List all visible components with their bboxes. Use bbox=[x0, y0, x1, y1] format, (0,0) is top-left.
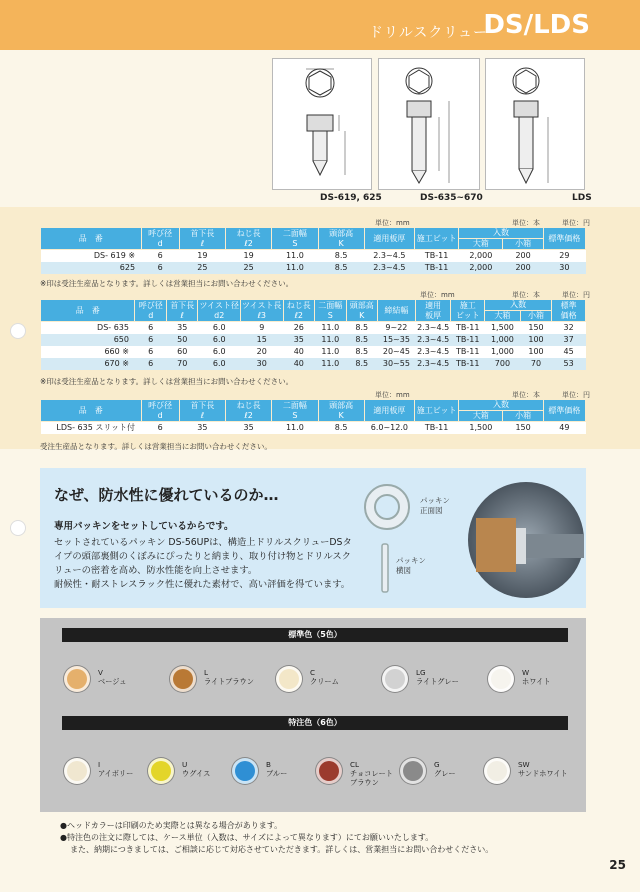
color-swatch-sw bbox=[484, 758, 510, 784]
col-header: 適用板厚 bbox=[364, 400, 414, 422]
binder-hole bbox=[10, 520, 26, 536]
color-name: ライトグレー bbox=[416, 677, 459, 686]
table-row bbox=[41, 250, 586, 262]
color-label-b bbox=[266, 760, 287, 778]
page-number: 25 bbox=[609, 858, 626, 872]
table-cell: 200 bbox=[503, 250, 543, 262]
packing-front-icon bbox=[362, 482, 412, 532]
table-cell: 8.5 bbox=[318, 422, 364, 434]
col-header: 呼び径 d bbox=[135, 300, 166, 322]
col-header: 二面幅 S bbox=[315, 300, 346, 322]
packing-front-label-2: 正面図 bbox=[420, 506, 443, 515]
table-note-1: ※印は受注生産品となります。詳しくは営業担当にお問い合わせください。 bbox=[40, 279, 294, 288]
col-header: ツイスト長 ℓ3 bbox=[242, 300, 282, 320]
color-swatch-u bbox=[148, 758, 174, 784]
table-cell: 11.0 bbox=[315, 358, 346, 370]
table-cell: 20~45 bbox=[378, 346, 416, 358]
color-code: V bbox=[98, 668, 103, 677]
table-cell: TB-11 bbox=[451, 358, 485, 370]
table-cell: 11.0 bbox=[315, 334, 346, 346]
header-subtitle: ドリルスクリュー bbox=[368, 25, 488, 41]
table-cell: 9~22 bbox=[378, 322, 416, 334]
color-name: グレー bbox=[434, 769, 456, 778]
col-header: 入数 bbox=[485, 300, 552, 311]
color-label-cl bbox=[350, 760, 393, 787]
table-cell: 30 bbox=[543, 262, 585, 274]
table-cell: 1,000 bbox=[485, 346, 521, 358]
bottom-note-1: ●ヘッドカラーは印刷のため実際とは異なる場合があります。 bbox=[60, 821, 283, 830]
table-cell: 40 bbox=[283, 346, 314, 358]
spec-table-lds-635 bbox=[40, 399, 586, 434]
color-name: アイボリー bbox=[98, 769, 134, 778]
color-code: W bbox=[522, 668, 530, 677]
table-cell: 15~35 bbox=[378, 334, 416, 346]
table-cell: 11.0 bbox=[315, 322, 346, 334]
color-name: ホワイト bbox=[522, 677, 551, 686]
table-cell: 30~55 bbox=[378, 358, 416, 370]
table-cell: 32 bbox=[552, 322, 586, 334]
standard-colors-title: 標準色（5色） bbox=[62, 628, 568, 642]
table-note-3: 受注生産品となります。詳しくは営業担当にお問い合わせください。 bbox=[40, 442, 272, 451]
table-cell: 670 ※ bbox=[41, 358, 135, 370]
color-name: ベージュ bbox=[98, 677, 127, 686]
table-cell: TB-11 bbox=[451, 334, 485, 346]
color-swatch-l bbox=[170, 666, 196, 692]
table-cell: 60 bbox=[166, 346, 197, 358]
table-cell: 11.0 bbox=[315, 346, 346, 358]
table-cell: 2.3~4.5 bbox=[364, 262, 414, 274]
color-code: LG bbox=[416, 668, 426, 677]
spec-table-ds-619 bbox=[40, 227, 586, 274]
color-swatch-i bbox=[64, 758, 90, 784]
color-label-u bbox=[182, 760, 210, 778]
unit-yen-2: 単位：円 bbox=[562, 291, 590, 299]
col-header: ねじ長 ℓ2 bbox=[226, 400, 272, 422]
col-header: 頭部高 K bbox=[346, 300, 377, 322]
special-colors-title: 特注色（6色） bbox=[62, 716, 568, 730]
table-cell: 660 ※ bbox=[41, 346, 135, 358]
table-cell: 6.0 bbox=[198, 334, 241, 346]
table-cell: 35 bbox=[283, 334, 314, 346]
unit-mm-1: 単位：mm bbox=[375, 219, 410, 227]
color-code: L bbox=[204, 668, 209, 677]
table-cell: 11.0 bbox=[272, 250, 318, 262]
table-cell: 2.3~4.5 bbox=[417, 335, 450, 344]
col-header: 施工ビット bbox=[415, 228, 459, 250]
col-header: 標準価格 bbox=[543, 400, 585, 422]
color-label-w bbox=[522, 668, 551, 686]
col-header: ツイスト径 d2 bbox=[199, 300, 239, 320]
color-name: ブルー bbox=[266, 769, 288, 778]
table-cell: 625 bbox=[41, 262, 142, 274]
table-cell: 11.0 bbox=[272, 422, 318, 434]
table-cell: 6 bbox=[135, 358, 166, 370]
table-cell: 2.3~4.5 bbox=[417, 359, 450, 368]
table-cell: 6 bbox=[141, 422, 179, 434]
color-code: CL bbox=[350, 760, 360, 769]
diagram-ds-635 bbox=[378, 58, 480, 190]
col-header: 標準価格 bbox=[543, 228, 585, 250]
table-cell: 49 bbox=[543, 422, 585, 434]
bottom-note-3: また、納期につきましては、ご相談に応じて対応させていただきます。詳しくは、営業担当にお問い合わせください。 bbox=[70, 845, 494, 854]
table-cell: 6.0 bbox=[198, 358, 241, 370]
table-cell: 8.5 bbox=[318, 250, 364, 262]
unit-yen-1: 単位：円 bbox=[562, 219, 590, 227]
table-cell: 8.5 bbox=[346, 358, 377, 370]
table-cell: 8.5 bbox=[346, 334, 377, 346]
table-cell: 700 bbox=[485, 358, 521, 370]
color-label-c bbox=[310, 668, 339, 686]
col-header: 頭部高 K bbox=[318, 228, 364, 250]
table-cell: 2.3~4.5 bbox=[417, 347, 450, 356]
table-cell: TB-11 bbox=[415, 422, 459, 434]
table-cell: 37 bbox=[552, 334, 586, 346]
table-cell: 6.0 bbox=[198, 346, 241, 358]
table-row bbox=[41, 334, 586, 346]
color-name: サンドホワイト bbox=[518, 769, 568, 778]
table-row bbox=[41, 422, 586, 434]
color-swatch-b bbox=[232, 758, 258, 784]
table-cell: 9 bbox=[241, 322, 284, 334]
table-cell: 19 bbox=[179, 250, 225, 262]
feature-line: リューの密着を高め、防水性能を向上させます。 bbox=[54, 565, 258, 576]
packing-side-icon bbox=[380, 542, 390, 594]
table-cell: 6.0~12.0 bbox=[364, 422, 414, 434]
table-cell: 35 bbox=[166, 322, 197, 334]
feature-line: セットされているパッキン DS-56UPは、構造上ドリルスクリューDSタ bbox=[54, 537, 352, 548]
col-header: 小箱 bbox=[503, 239, 543, 250]
feature-subtitle: 専用パッキンをセットしているからです。 bbox=[54, 521, 234, 532]
table-cell: 30 bbox=[241, 358, 284, 370]
col-header: 二面幅 S bbox=[272, 228, 318, 250]
table-cell: 50 bbox=[166, 334, 197, 346]
table-cell: DS- 635 bbox=[41, 322, 135, 334]
screw-diagram-1 bbox=[273, 59, 373, 191]
col-header: 二面幅 S bbox=[272, 400, 318, 422]
table-cell: 200 bbox=[503, 262, 543, 274]
table-row bbox=[41, 262, 586, 274]
feature-body bbox=[54, 536, 354, 592]
unit-yen-3: 単位：円 bbox=[562, 391, 590, 399]
table-cell: 8.5 bbox=[346, 322, 377, 334]
table-cell: 6 bbox=[135, 322, 166, 334]
col-header: 適用板厚 bbox=[364, 228, 414, 250]
screw-diagram-3 bbox=[486, 59, 586, 191]
table-cell: 100 bbox=[520, 334, 551, 346]
table-cell: 8.5 bbox=[318, 262, 364, 274]
col-header: ねじ長 ℓ2 bbox=[283, 300, 314, 322]
table-cell: TB-11 bbox=[415, 262, 459, 274]
table-cell: 15 bbox=[241, 334, 284, 346]
table-cell: 6.0 bbox=[198, 322, 241, 334]
table-cell: 2.3~4.5 bbox=[417, 323, 450, 333]
diagram-ds-619 bbox=[272, 58, 372, 190]
color-name-2: ブラウン bbox=[350, 778, 379, 787]
table-cell: 11.0 bbox=[272, 262, 318, 274]
table-cell: TB-11 bbox=[415, 250, 459, 262]
color-swatch-g bbox=[400, 758, 426, 784]
col-header: 標準 価格 bbox=[552, 300, 586, 322]
color-label-l bbox=[204, 668, 254, 686]
table-cell: 20 bbox=[241, 346, 284, 358]
color-section bbox=[40, 618, 586, 812]
color-label-i bbox=[98, 760, 133, 778]
color-code: I bbox=[98, 760, 101, 769]
unit-qty-2: 単位：本 bbox=[512, 291, 540, 299]
table-note-2: ※印は受注生産品となります。詳しくは営業担当にお問い合わせください。 bbox=[40, 377, 294, 386]
table-cell: 25 bbox=[179, 262, 225, 274]
table-cell: 6 bbox=[141, 250, 179, 262]
header-title: DS/LDS bbox=[483, 10, 590, 40]
table-cell: 8.5 bbox=[346, 346, 377, 358]
screw-diagram-2 bbox=[379, 59, 481, 191]
table-cell: 35 bbox=[179, 422, 225, 434]
col-header: 首下長 ℓ bbox=[166, 300, 197, 322]
caption-lds: LDS bbox=[572, 193, 592, 203]
col-header: 呼び径 d bbox=[141, 228, 179, 250]
col-header: 大箱 bbox=[485, 311, 521, 322]
table-cell: 150 bbox=[503, 422, 543, 434]
table-cell: DS- 619 ※ bbox=[41, 250, 142, 262]
col-header: 品 番 bbox=[41, 228, 142, 250]
color-swatch-v bbox=[64, 666, 90, 692]
col-header: 頭部高 K bbox=[318, 400, 364, 422]
col-header: 施工 ビット bbox=[451, 300, 485, 322]
table-cell: 100 bbox=[520, 346, 551, 358]
table-cell: 25 bbox=[226, 262, 272, 274]
spec-table-ds-635 bbox=[40, 299, 586, 370]
unit-qty-3: 単位：本 bbox=[512, 391, 540, 399]
table-cell: 6 bbox=[135, 346, 166, 358]
color-label-sw bbox=[518, 760, 568, 778]
col-header: 適用 板厚 bbox=[415, 300, 451, 322]
color-code: C bbox=[310, 668, 316, 677]
table-cell: 2.3~4.5 bbox=[364, 250, 414, 262]
table-row bbox=[41, 346, 586, 358]
color-label-v bbox=[98, 668, 126, 686]
packing-side-label-1: パッキン bbox=[396, 556, 426, 565]
table-cell: 70 bbox=[520, 358, 551, 370]
color-swatch-c bbox=[276, 666, 302, 692]
color-code: SW bbox=[518, 760, 530, 769]
col-header: 締結幅 bbox=[378, 300, 416, 322]
color-label-g bbox=[434, 760, 456, 778]
table-cell: TB-11 bbox=[451, 322, 485, 334]
unit-mm-2: 単位：mm bbox=[420, 291, 455, 299]
table-row bbox=[41, 358, 586, 370]
table-cell: 40 bbox=[283, 358, 314, 370]
table-cell: 26 bbox=[283, 322, 314, 334]
col-header: 大箱 bbox=[459, 411, 503, 422]
col-header: ねじ長 ℓ2 bbox=[226, 228, 272, 250]
col-header: 施工ビット bbox=[415, 400, 459, 422]
packing-photo-image bbox=[466, 478, 584, 600]
unit-mm-3: 単位：mm bbox=[375, 391, 410, 399]
packing-front-label bbox=[420, 496, 450, 516]
color-label-lg bbox=[416, 668, 459, 686]
table-cell: 35 bbox=[226, 422, 272, 434]
col-header: 小箱 bbox=[520, 311, 551, 322]
feature-line: イプの頭部裏側のくぼみにぴったりと納まり、取り付け物とドリルスク bbox=[54, 551, 351, 562]
table-cell: 29 bbox=[543, 250, 585, 262]
table-cell: 150 bbox=[520, 322, 551, 334]
table-cell: 650 bbox=[41, 334, 135, 346]
col-header: 首下長 ℓ bbox=[179, 400, 225, 422]
table-cell: 2,000 bbox=[459, 262, 503, 274]
table-cell: TB-11 bbox=[451, 346, 485, 358]
table-cell: LDS- 635 スリット付 bbox=[41, 422, 142, 434]
feature-line: 耐候性・耐ストレスラック性に優れた素材で、高い評価を得ています。 bbox=[54, 579, 351, 590]
unit-qty-1: 単位：本 bbox=[512, 219, 540, 227]
color-swatch-lg bbox=[382, 666, 408, 692]
color-name: ライトブラウン bbox=[204, 677, 254, 686]
binder-hole bbox=[10, 323, 26, 339]
table-cell: 1,000 bbox=[485, 334, 521, 346]
color-code: G bbox=[434, 760, 440, 769]
table-cell: 45 bbox=[552, 346, 586, 358]
feature-title: なぜ、防水性に優れているのか… bbox=[54, 486, 279, 504]
color-code: B bbox=[266, 760, 271, 769]
col-header: 首下長 ℓ bbox=[179, 228, 225, 250]
color-name: ウグイス bbox=[182, 769, 211, 778]
feature-box bbox=[40, 468, 586, 608]
table-row bbox=[41, 322, 586, 334]
col-header: 品 番 bbox=[41, 400, 142, 422]
col-header: 小箱 bbox=[503, 411, 543, 422]
caption-ds-619: DS-619, 625 bbox=[320, 193, 382, 203]
table-cell: 1,500 bbox=[485, 322, 521, 334]
color-code: U bbox=[182, 760, 188, 769]
bottom-note-2: ●特注色の注文に際しては、ケース単位（入数は、サイズによって異なります）にてお願いいたします。 bbox=[60, 833, 434, 842]
color-name: クリーム bbox=[310, 677, 339, 686]
col-header: 入数 bbox=[459, 400, 543, 411]
table-cell: 6 bbox=[141, 262, 179, 274]
table-cell: 53 bbox=[552, 358, 586, 370]
col-header: 大箱 bbox=[459, 239, 503, 250]
color-name: チョコレート bbox=[350, 769, 393, 778]
table-cell: 2,000 bbox=[459, 250, 503, 262]
col-header: 呼び径 d bbox=[141, 400, 179, 422]
table-cell: 70 bbox=[166, 358, 197, 370]
packing-side-label-2: 横図 bbox=[396, 566, 411, 575]
col-header: 入数 bbox=[459, 228, 543, 239]
caption-ds-635: DS-635~670 bbox=[420, 193, 483, 203]
packing-front-label-1: パッキン bbox=[420, 496, 450, 505]
table-cell: 1,500 bbox=[459, 422, 503, 434]
color-swatch-w bbox=[488, 666, 514, 692]
table-cell: 19 bbox=[226, 250, 272, 262]
color-swatch-cl bbox=[316, 758, 342, 784]
packing-side-label bbox=[396, 556, 426, 576]
table-cell: 6 bbox=[135, 334, 166, 346]
diagram-lds bbox=[485, 58, 585, 190]
col-header: 品 番 bbox=[41, 300, 135, 322]
